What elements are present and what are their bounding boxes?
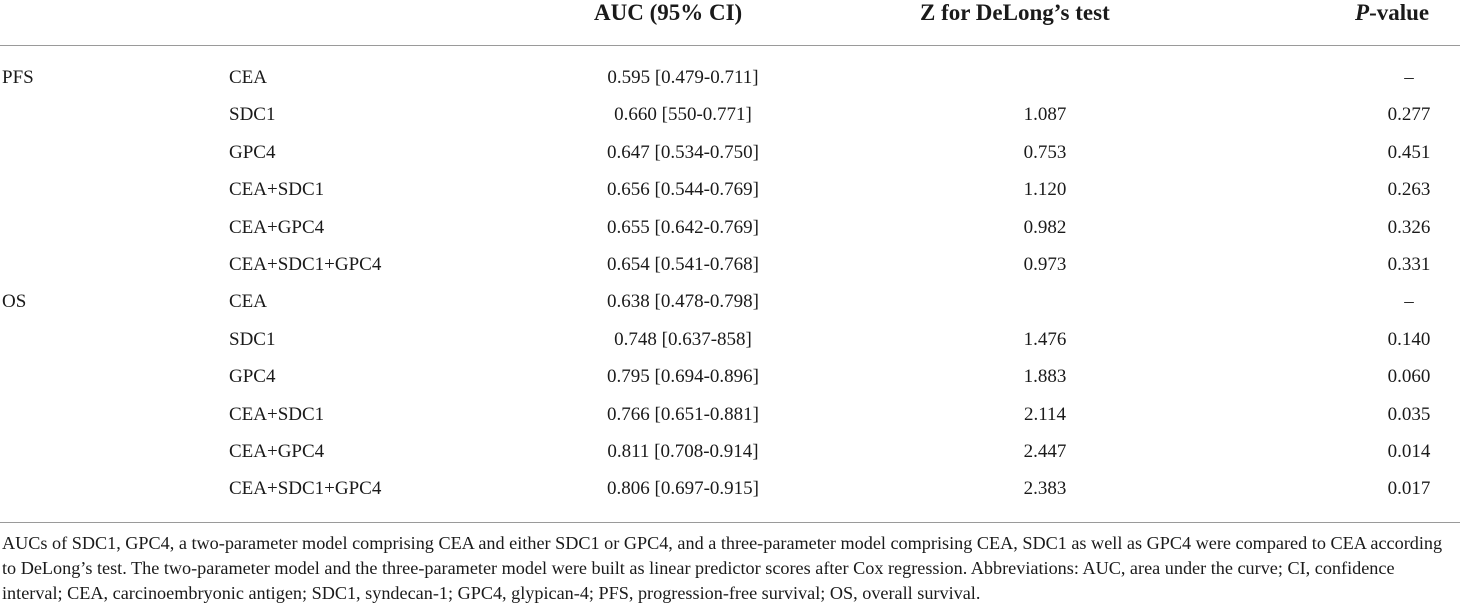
row-model-label: CEA bbox=[229, 67, 267, 88]
row-model-label: CEA+GPC4 bbox=[229, 441, 325, 462]
row-p-value: 0.331 bbox=[1387, 254, 1431, 275]
table-row bbox=[0, 358, 1460, 395]
row-z-value: 0.753 bbox=[1023, 141, 1067, 163]
header-auc: AUC (95% CI) bbox=[594, 0, 743, 25]
row-auc-value: 0.595 [0.479-0.711] bbox=[607, 67, 759, 88]
header-z-delong: Z for DeLong’s test bbox=[920, 0, 1110, 25]
row-auc-value: 0.795 [0.694-0.896] bbox=[607, 366, 759, 388]
row-p-value: 0.035 bbox=[1387, 403, 1431, 425]
row-p-value: 0.263 bbox=[1387, 179, 1431, 201]
row-auc-value: 0.647 [0.534-0.750] bbox=[607, 141, 759, 163]
header-p-value bbox=[1355, 0, 1429, 26]
row-auc-value: 0.638 [0.478-0.798] bbox=[607, 291, 759, 313]
table-row bbox=[0, 246, 1460, 283]
row-model-label: CEA+SDC1+GPC4 bbox=[229, 254, 382, 275]
table-row bbox=[0, 396, 1460, 433]
table-row bbox=[0, 433, 1460, 470]
row-auc-value: 0.655 [0.642-0.769] bbox=[607, 216, 759, 238]
row-model-label: CEA bbox=[229, 291, 267, 313]
table-row bbox=[0, 470, 1460, 507]
row-auc-value: 0.660 [550-0.771] bbox=[614, 104, 752, 126]
row-p-value: 0.014 bbox=[1387, 441, 1431, 462]
row-z-value: 1.883 bbox=[1023, 366, 1067, 388]
row-auc-value: 0.656 [0.544-0.769] bbox=[607, 179, 759, 201]
row-p-value: 0.277 bbox=[1387, 104, 1431, 126]
footer-rule bbox=[0, 522, 1460, 523]
table-caption: AUCs of SDC1, GPC4, a two-parameter model comprising CEA and either SDC1 or GPC4, and a three-parameter model comprising CEA, SDC1 as well as GPC4 were compared to CEA according to DeLong’s test. The two-parameter model and the three-parameter model were built as linear predictor scores after Cox regression. Abbreviations: AUC, area under the curve; CI, confidence interval; CEA, carcinoembryonic antigen; SDC1, syndecan-1; GPC4, glypican-4; PFS, progression-free survival; OS, overall survival. bbox=[2, 533, 1443, 603]
row-z-value: 0.982 bbox=[1023, 216, 1067, 238]
row-auc-value: 0.806 [0.697-0.915] bbox=[607, 478, 759, 500]
row-model-label: CEA+SDC1 bbox=[229, 179, 325, 201]
row-model-label: CEA+SDC1 bbox=[229, 403, 325, 425]
row-model-label: CEA+SDC1+GPC4 bbox=[229, 478, 382, 500]
table-row bbox=[0, 209, 1460, 246]
header-p-italic: P bbox=[1355, 0, 1370, 25]
row-z-value: 2.383 bbox=[1023, 478, 1067, 500]
row-p-value: 0.017 bbox=[1387, 478, 1431, 500]
row-group-label: OS bbox=[2, 291, 27, 313]
row-model-label: GPC4 bbox=[229, 141, 276, 163]
row-auc-value: 0.748 [0.637-858] bbox=[614, 328, 752, 350]
row-p-value: 0.140 bbox=[1387, 328, 1431, 350]
row-p-value: – bbox=[1404, 291, 1414, 313]
row-group-label: PFS bbox=[2, 67, 34, 88]
row-z-value: 2.114 bbox=[1023, 403, 1067, 425]
row-auc-value: 0.811 [0.708-0.914] bbox=[607, 441, 759, 462]
row-p-value: 0.060 bbox=[1387, 366, 1431, 388]
table-row bbox=[0, 96, 1460, 133]
header-p-rest: -value bbox=[1369, 0, 1430, 25]
row-model-label: CEA+GPC4 bbox=[229, 216, 325, 238]
row-z-value: 0.973 bbox=[1023, 254, 1067, 275]
row-auc-value: 0.766 [0.651-0.881] bbox=[607, 403, 759, 425]
row-z-value: 2.447 bbox=[1023, 441, 1067, 462]
row-p-value: 0.451 bbox=[1387, 141, 1431, 163]
row-auc-value: 0.654 [0.541-0.768] bbox=[607, 254, 759, 275]
row-z-value: 1.087 bbox=[1023, 104, 1067, 126]
header-rule bbox=[0, 45, 1460, 46]
table-row bbox=[0, 134, 1460, 171]
table-row bbox=[0, 59, 1460, 96]
row-model-label: SDC1 bbox=[229, 104, 276, 126]
row-z-value: 1.476 bbox=[1023, 328, 1067, 350]
row-z-value: 1.120 bbox=[1023, 179, 1067, 201]
table-row bbox=[0, 171, 1460, 208]
table-row bbox=[0, 321, 1460, 358]
table-row bbox=[0, 283, 1460, 320]
row-p-value: 0.326 bbox=[1387, 216, 1431, 238]
row-model-label: SDC1 bbox=[229, 328, 276, 350]
row-p-value: – bbox=[1404, 67, 1414, 88]
row-model-label: GPC4 bbox=[229, 366, 276, 388]
